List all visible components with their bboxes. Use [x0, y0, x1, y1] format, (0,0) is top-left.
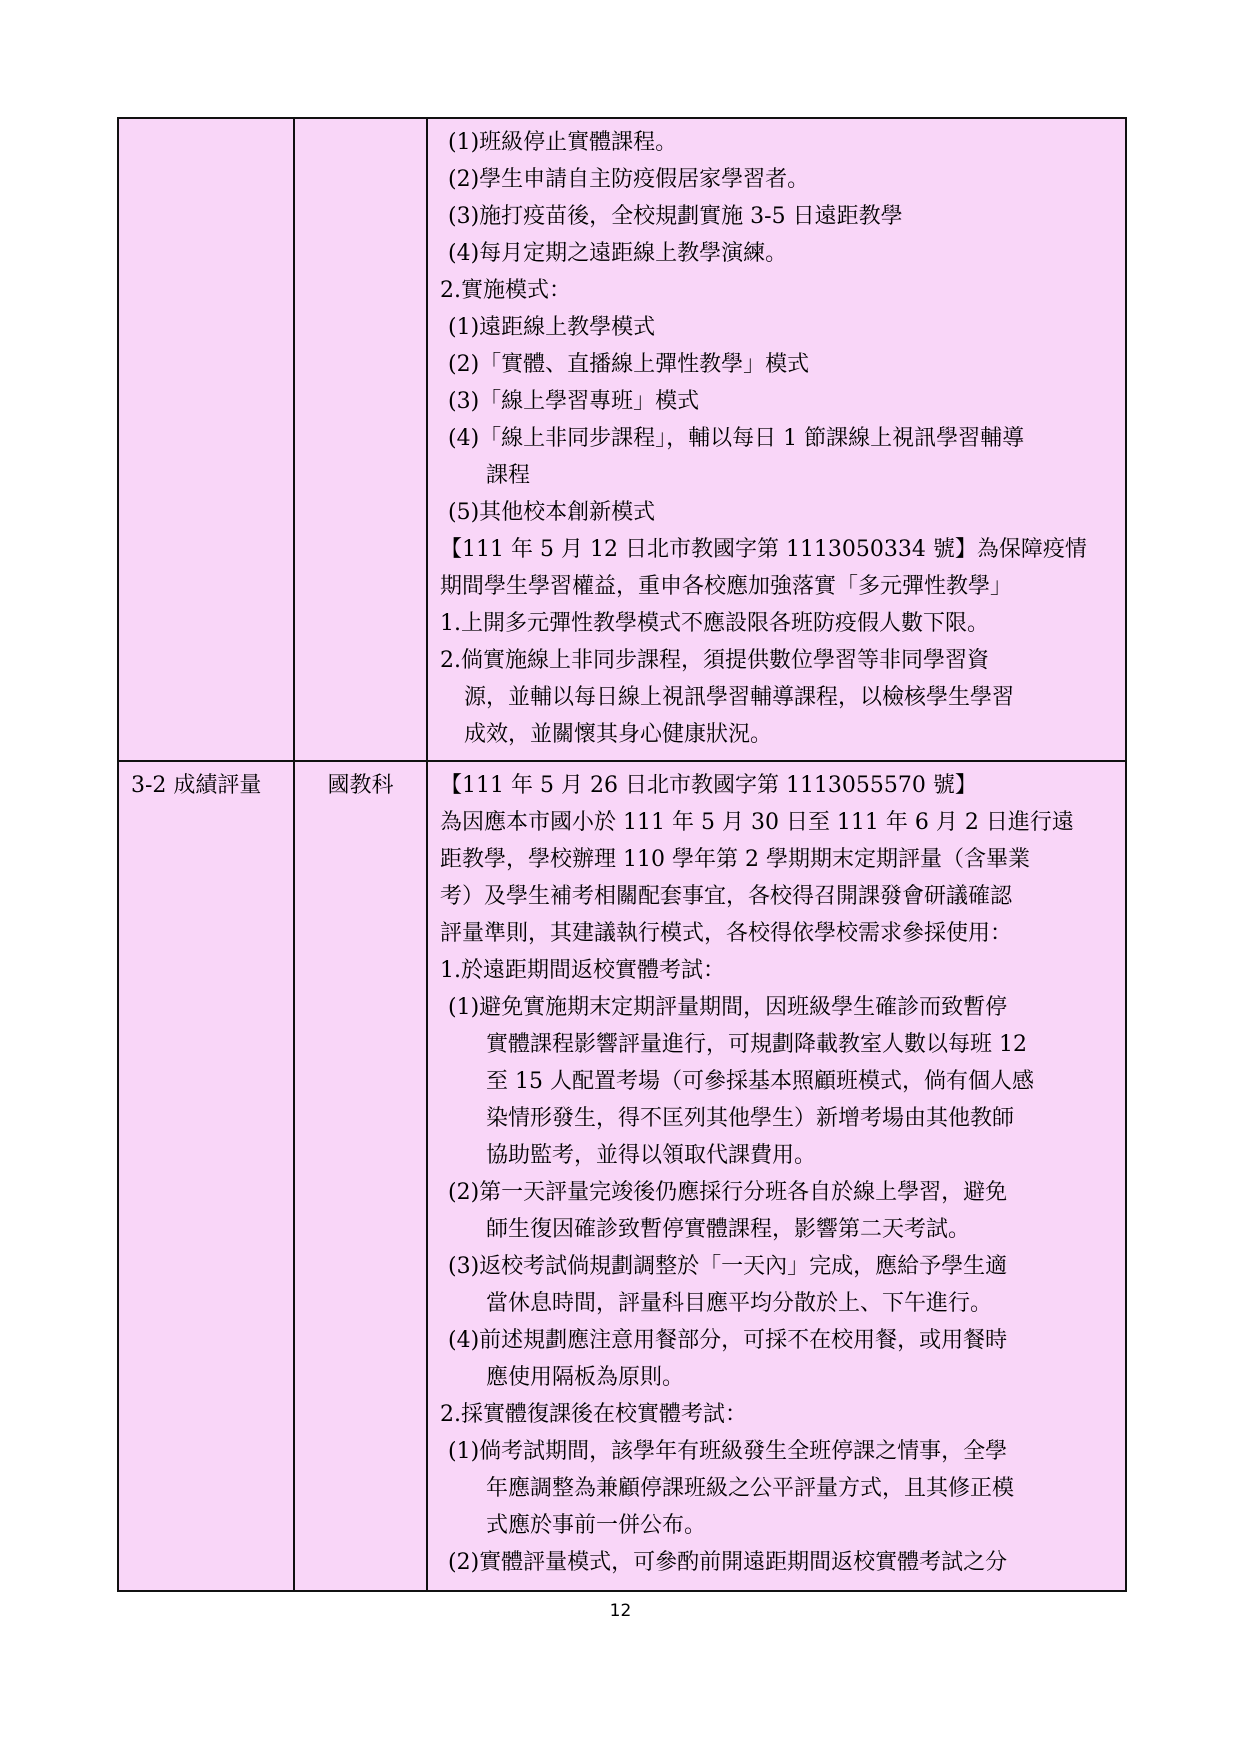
content-line: 評量準則，其建議執行模式，各校得依學校需求參採使用：: [440, 921, 1013, 946]
dept-label: 國教科: [327, 773, 394, 798]
item-cell: [118, 118, 294, 761]
content-line: 當休息時間，評量科目應平均分散於上、下午進行。: [486, 1291, 993, 1316]
table-row: [118, 118, 1126, 761]
content-line: 【111 年 5 月 26 日北市教國字第 1113055570 號】: [440, 773, 977, 798]
content-line: 1.於遠距期間返校實體考試：: [440, 958, 725, 983]
content-line: (1)避免實施期末定期評量期間，因班級學生確診而致暫停: [448, 995, 1008, 1020]
content-line: 師生復因確診致暫停實體課程，影響第二天考試。: [486, 1217, 971, 1242]
content-line: 式應於事前一併公布。: [486, 1513, 707, 1538]
content-line: 成效，並關懷其身心健康狀況。: [464, 722, 773, 747]
content-line: 考）及學生補考相關配套事宜，各校得召開課發會研議確認: [440, 884, 1013, 909]
content-line: 實體課程影響評量進行，可規劃降載教室人數以每班 12: [486, 1032, 1027, 1057]
content-line: 應使用隔板為原則。: [486, 1365, 685, 1390]
content-line: 課程: [486, 463, 531, 488]
dept-cell: [294, 118, 427, 761]
content-line: (2)學生申請自主防疫假居家學習者。: [448, 167, 810, 192]
content-line: 協助監考，並得以領取代課費用。: [486, 1143, 817, 1168]
content-line: 為因應本市國小於 111 年 5 月 30 日至 111 年 6 月 2 日進行遠: [440, 810, 1074, 835]
page-number: 12: [609, 1601, 632, 1621]
content-line: (4)每月定期之遠距線上教學演練。: [448, 241, 788, 266]
content-line: (1)遠距線上教學模式: [448, 315, 656, 340]
content-cell: [427, 761, 1126, 1591]
content-line: (1)班級停止實體課程。: [448, 130, 678, 155]
content-lines: [428, 762, 1125, 1581]
content-cell: [427, 118, 1126, 761]
content-line: 【111 年 5 月 12 日北市教國字第 1113050334 號】為保障疫情: [440, 537, 1087, 562]
content-line: 染情形發生，得不匡列其他學生）新增考場由其他教師: [486, 1106, 1015, 1131]
item-cell: [118, 761, 294, 1591]
content-line: (3)施打疫苗後，全校規劃實施 3-5 日遠距教學: [448, 204, 903, 229]
content-line: 1.上開多元彈性教學模式不應設限各班防疫假人數下限。: [440, 611, 989, 636]
content-line: 2.實施模式：: [440, 278, 571, 303]
content-line: 至 15 人配置考場（可參採基本照顧班模式，倘有個人感: [486, 1069, 1034, 1094]
item-label: 3-2 成績評量: [131, 773, 262, 798]
content-line: (4)前述規劃應注意用餐部分，可採不在校用餐，或用餐時: [448, 1328, 1008, 1353]
content-line: (1)倘考試期間，該學年有班級發生全班停課之情事，全學: [448, 1439, 1008, 1464]
content-line: (3)返校考試倘規劃調整於「一天內」完成，應給予學生適: [448, 1254, 1008, 1279]
content-line: 源，並輔以每日線上視訊學習輔導課程，以檢核學生學習: [464, 685, 1015, 710]
content-line: (4)「線上非同步課程」，輔以每日 1 節課線上視訊學習輔導: [448, 426, 1025, 451]
content-line: (2)「實體、直播線上彈性教學」模式: [448, 352, 810, 377]
table-row: [118, 761, 1126, 1591]
content-line: 期間學生學習權益，重申各校應加強落實「多元彈性教學」: [440, 574, 1013, 599]
content-line: 2.倘實施線上非同步課程，須提供數位學習等非同學習資: [440, 648, 989, 673]
content-line: (2)第一天評量完竣後仍應採行分班各自於線上學習，避免: [448, 1180, 1008, 1205]
content-line: (5)其他校本創新模式: [448, 500, 656, 525]
content-lines: [428, 119, 1125, 753]
item-label: [119, 119, 293, 124]
content-line: (2)實體評量模式，可參酌前開遠距期間返校實體考試之分: [448, 1550, 1008, 1575]
content-line: (3)「線上學習專班」模式: [448, 389, 700, 414]
content-line: 距教學，學校辦理 110 學年第 2 學期期末定期評量（含畢業: [440, 847, 1030, 872]
dept-label: [295, 119, 426, 124]
document-table: [117, 117, 1127, 1592]
dept-cell: [294, 761, 427, 1591]
content-line: 2.採實體復課後在校實體考試：: [440, 1402, 747, 1427]
content-line: 年應調整為兼顧停課班級之公平評量方式，且其修正模: [486, 1476, 1015, 1501]
